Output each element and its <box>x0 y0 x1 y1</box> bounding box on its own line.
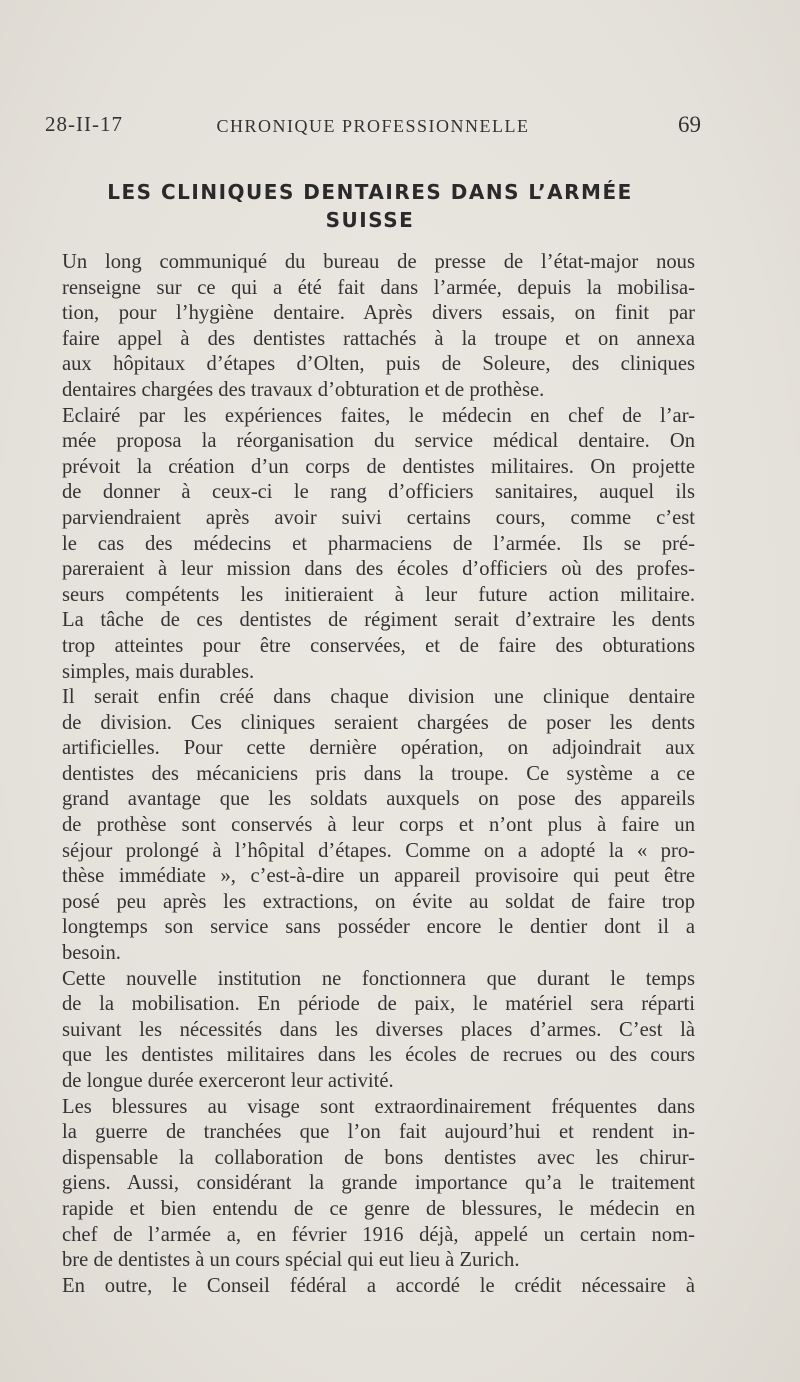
text-line: Les blessures au visage sont extraordinairement fréquentes dans <box>62 1095 695 1118</box>
article-title-line-2: SUISSE <box>325 208 415 232</box>
running-head <box>45 112 701 140</box>
paragraph <box>62 967 695 1095</box>
text-line: Eclairé par les expériences faites, le médecin en chef de l’ar- <box>62 404 695 427</box>
text-line: simples, mais durables. <box>62 660 255 683</box>
text-line: que les dentistes militaires dans les écoles de recrues ou des cours <box>62 1044 695 1067</box>
text-line: renseigne sur ce qui a été fait dans l’armée, depuis la mobilisa- <box>62 276 695 299</box>
paragraph <box>62 1095 695 1274</box>
article-title-line-1: LES CLINIQUES DENTAIRES DANS L’ARMÉE <box>107 180 633 204</box>
text-line: parviendraient après avoir suivi certains cours, comme c’est <box>62 506 695 529</box>
text-line: Cette nouvelle institution ne fonctionnera que durant le temps <box>62 967 695 990</box>
text-line: chef de l’armée a, en février 1916 déjà, appelé un certain nom- <box>62 1223 695 1246</box>
text-line: posé peu après les extractions, on évite au soldat de faire trop <box>62 890 695 913</box>
text-line: besoin. <box>62 942 121 965</box>
paragraph <box>62 250 695 404</box>
text-line: longtemps son service sans posséder encore le dentier dont il a <box>62 916 695 939</box>
text-line: rapide et bien entendu de ce genre de blessures, le médecin en <box>62 1197 695 1220</box>
text-line: pareraient à leur mission dans des écoles d’officiers où des profes- <box>62 558 695 581</box>
text-line: le cas des médecins et pharmaciens de l’armée. Ils se pré- <box>62 532 695 555</box>
text-line: seurs compétents les initieraient à leur future action militaire. <box>62 583 695 606</box>
text-line: de donner à ceux-ci le rang d’officiers sanitaires, auquel ils <box>62 481 695 504</box>
text-line: trop atteintes pour être conservées, et de faire des obturations <box>62 634 695 657</box>
text-line: En outre, le Conseil fédéral a accordé le crédit nécessaire à <box>62 1274 695 1297</box>
text-line: mée proposa la réorganisation du service médical dentaire. On <box>62 430 695 453</box>
article-body <box>62 250 695 1299</box>
text-line: la guerre de tranchées que l’on fait aujourd’hui et rendent in- <box>62 1121 695 1144</box>
text-line: faire appel à des dentistes rattachés à la troupe et on annexa <box>62 327 695 350</box>
text-line: dentaires chargées des travaux d’obturation et de prothèse. <box>62 378 545 401</box>
paragraph <box>62 404 695 686</box>
text-line: de division. Ces cliniques seraient chargées de poser les dents <box>62 711 695 734</box>
text-line: de la mobilisation. En période de paix, le matériel sera réparti <box>62 993 695 1016</box>
header-section-title: CHRONIQUE PROFESSIONNELLE <box>216 116 530 136</box>
text-line: tion, pour l’hygiène dentaire. Après divers essais, on finit par <box>62 302 695 325</box>
text-line: thèse immédiate », c’est-à-dire un appareil provisoire qui peut être <box>62 865 695 888</box>
article-title <box>60 178 680 234</box>
paragraph <box>62 685 695 967</box>
text-line: prévoit la création d’un corps de dentistes militaires. On projette <box>62 455 695 478</box>
page-number: 69 <box>678 112 701 137</box>
text-line: bre de dentistes à un cours spécial qui eut lieu à Zurich. <box>62 1249 520 1272</box>
text-line: séjour prolongé à l’hôpital d’étapes. Comme on a adopté la « pro- <box>62 839 695 862</box>
text-line: de longue durée exerceront leur activité. <box>62 1070 394 1092</box>
text-line: aux hôpitaux d’étapes d’Olten, puis de Soleure, des cliniques <box>62 353 695 376</box>
text-line: suivant les nécessités dans les diverses places d’armes. C’est là <box>62 1018 695 1041</box>
text-line: de prothèse sont conservés à leur corps et n’ont plus à faire un <box>62 814 695 837</box>
text-line: Un long communiqué du bureau de presse de l’état-major nous <box>62 251 695 273</box>
header-date: 28-II-17 <box>45 112 123 136</box>
text-line: dentistes des mécaniciens pris dans la troupe. Ce système a ce <box>62 762 695 785</box>
paragraph <box>62 1274 695 1300</box>
text-line: La tâche de ces dentistes de régiment serait d’extraire les dents <box>62 609 695 632</box>
text-line: giens. Aussi, considérant la grande importance qu’a le traitement <box>62 1172 695 1195</box>
text-line: grand avantage que les soldats auxquels on pose des appareils <box>62 788 695 811</box>
text-line: dispensable la collaboration de bons dentistes avec les chirur- <box>62 1146 695 1169</box>
text-line: artificielles. Pour cette dernière opération, on adjoindrait aux <box>62 737 695 760</box>
text-line: Il serait enfin créé dans chaque division une clinique dentaire <box>62 686 695 709</box>
